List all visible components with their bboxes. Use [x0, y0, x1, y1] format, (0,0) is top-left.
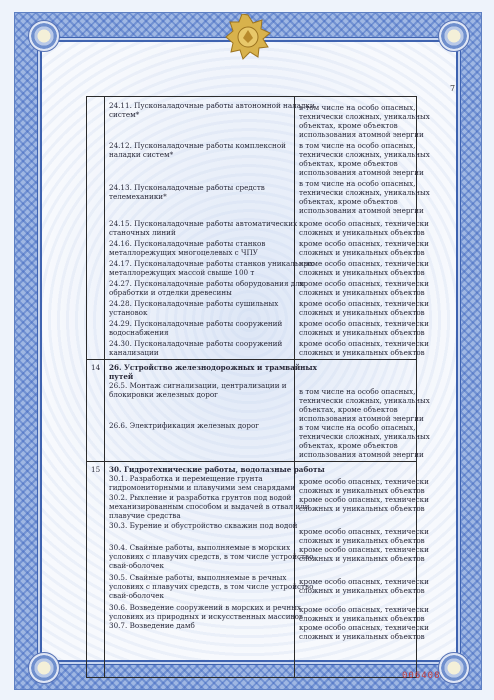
- item-text: 24.17. Пусконаладочные работы станков уникальных металлорежущих массой свыше 100 т: [109, 259, 314, 277]
- item-scope: кроме особо опасных, технически сложных и уникальных объектов: [299, 495, 429, 513]
- item-scope: кроме особо опасных, технически сложных и уникальных объектов: [299, 339, 429, 357]
- gold-emblem-icon: [225, 14, 271, 60]
- item-scope: кроме особо опасных, технически сложных и уникальных объектов: [299, 477, 429, 495]
- item-text: 24.30. Пусконаладочные работы сооружений канализации: [109, 339, 283, 357]
- item-text: 30.1. Разработка и перемещение грунта гидромониторными и плавучими зем снарядами: [109, 474, 296, 492]
- item-scope: кроме особо опасных, технически сложных и уникальных объектов: [299, 527, 429, 545]
- item-text: 26.6. Электрификация железных дорог: [109, 421, 260, 430]
- item-scope: кроме особо опасных, технически сложных и уникальных объектов: [299, 319, 429, 337]
- item-scope: кроме особо опасных, технически сложных и уникальных объектов: [299, 279, 429, 297]
- item-scope: в том числе на особо опасных, технически сложных, уникальных объектах, кроме объектов использования атомной энергии: [299, 387, 430, 423]
- item-scope: в том числе на особо опасных, технически сложных, уникальных объектах, кроме объектов использования атомной энергии: [299, 103, 430, 139]
- section-heading: 30. Гидротехнические работы, водолазные работы: [109, 465, 325, 474]
- item-text: 30.7. Возведение дамб: [109, 621, 195, 630]
- row-divider: [87, 461, 416, 462]
- row-number: 14: [91, 363, 101, 372]
- item-scope: в том числе на особо опасных, технически сложных, уникальных объектах, кроме объектов использования атомной энергии: [299, 179, 430, 215]
- page-number: 7: [450, 84, 456, 93]
- item-text: 24.13. Пусконаладочные работы средств телемеханики*: [109, 183, 265, 201]
- item-text: 30.5. Свайные работы, выполняемые в речных условиях с плавучих средств, в том числе устройство свай-оболочек: [109, 573, 314, 600]
- item-text: 24.27. Пусконаладочные работы оборудования для обработки и отделки древесины: [109, 279, 305, 297]
- item-scope: кроме особо опасных, технически сложных и уникальных объектов: [299, 299, 429, 317]
- item-text: 24.12. Пусконаладочные работы комплексной наладки систем*: [109, 141, 286, 159]
- item-text: 30.6. Возведение сооружений в морских и речных условиях из природных и искусственных массивов: [109, 603, 303, 621]
- item-scope: в том числе на особо опасных, технически сложных, уникальных объектах, кроме объектов использования атомной энергии: [299, 423, 430, 459]
- item-scope: кроме особо опасных, технически сложных и уникальных объектов: [299, 545, 429, 563]
- item-text: 24.15. Пусконаладочные работы автоматических станочных линий: [109, 219, 298, 237]
- item-text: 26.5. Монтаж сигнализации, централизации и блокировки железных дорог: [109, 381, 287, 399]
- section-heading: 26. Устройство железнодорожных и трамвайных путей: [109, 363, 317, 381]
- item-text: 24.29. Пусконаладочные работы сооружений водоснабжения: [109, 319, 283, 337]
- corner-rosette-icon: [28, 20, 60, 52]
- serial-number: 006408: [402, 671, 441, 681]
- item-scope: кроме особо опасных, технически сложных и уникальных объектов: [299, 623, 429, 641]
- corner-rosette-icon: [438, 20, 470, 52]
- item-text: 30.2. Рыхление и разработка грунтов под водой механизированным способом и выдачей в отвал или плавучие средства: [109, 493, 310, 520]
- row-number: 15: [91, 465, 101, 474]
- item-scope: кроме особо опасных, технически сложных и уникальных объектов: [299, 605, 429, 623]
- item-scope: кроме особо опасных, технически сложных и уникальных объектов: [299, 219, 429, 237]
- row-divider: [87, 359, 416, 360]
- column-divider: [104, 97, 105, 677]
- item-text: 30.3. Бурение и обустройство скважин под водой: [109, 521, 298, 530]
- corner-rosette-icon: [28, 652, 60, 684]
- item-scope: кроме особо опасных, технически сложных и уникальных объектов: [299, 259, 429, 277]
- item-scope: в том числе на особо опасных, технически сложных, уникальных объектах, кроме объектов использования атомной энергии: [299, 141, 430, 177]
- item-text: 24.28. Пусконаладочные работы сушильных установок: [109, 299, 279, 317]
- item-text: 24.16. Пусконаладочные работы станков металлорежущих многоцелевых с ЧПУ: [109, 239, 266, 257]
- corner-rosette-icon: [438, 652, 470, 684]
- item-scope: кроме особо опасных, технически сложных и уникальных объектов: [299, 239, 429, 257]
- item-text: 30.4. Свайные работы, выполняемые в морских условиях с плавучих средств, в том числе устройство свай-оболочек: [109, 543, 314, 570]
- item-text: 24.11. Пусконаладочные работы автономной наладки систем*: [109, 101, 315, 119]
- item-scope: кроме особо опасных, технически сложных и уникальных объектов: [299, 577, 429, 595]
